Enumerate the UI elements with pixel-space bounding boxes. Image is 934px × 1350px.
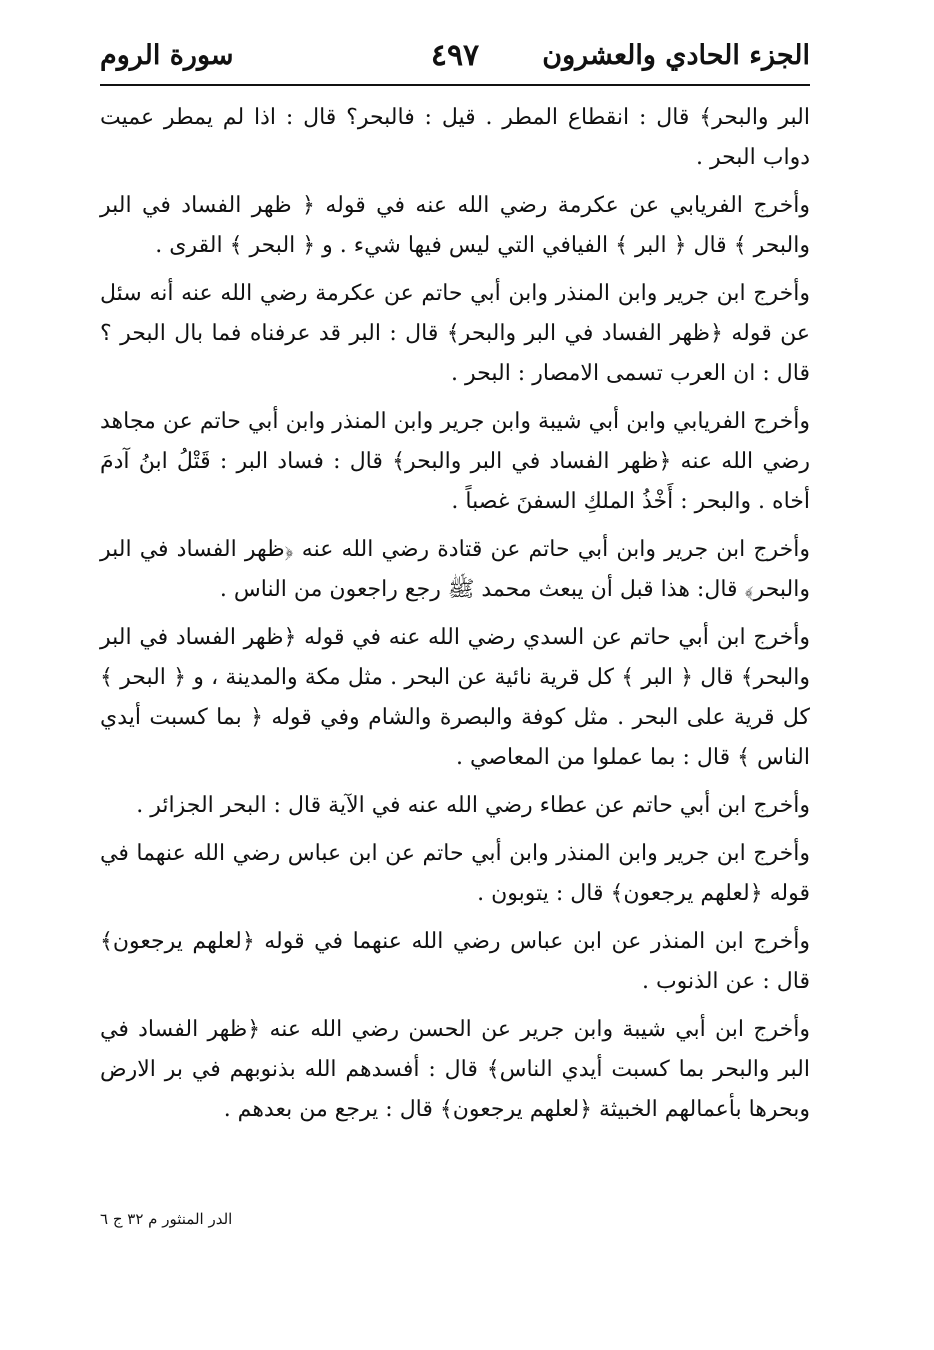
page-footer (100, 1210, 810, 1228)
paragraph: وأخرج ابن أبي شيبة وابن جرير عن الحسن رضي الله عنه ﴿ظهر الفساد في البر والبحر بما كسبت أيدي الناس﴾ قال : أفسدهم الله بذنوبهم في بر الارض وبحرها بأعمالهم الخبيثة ﴿لعلهم يرجعون﴾ قال : يرجع من بعدهم . (100, 1017, 810, 1122)
header-rule (100, 84, 810, 86)
paragraph: وأخرج ابن المنذر عن ابن عباس رضي الله عنهما في قوله ﴿لعلهم يرجعون﴾ قال : عن الذنوب . (100, 929, 810, 994)
main-text (100, 98, 810, 1138)
paragraph: البر والبحر﴾ قال : انقطاع المطر . قيل : فالبحر؟ قال : اذا لم يمطر عميت دواب البحر . (100, 105, 810, 170)
paragraph: وأخرج الفريابي وابن أبي شيبة وابن جرير وابن المنذر وابن أبي حاتم عن مجاهد رضي الله عنه ﴿ظهر الفساد في البر والبحر﴾ قال : فساد البر : قَتْلُ ابنُ آدمَ أخاه . والبحر : أَخْذُ الملكِ السفنَ غصباً . (100, 409, 810, 514)
paragraph: وأخرج ابن جرير وابن أبي حاتم عن قتادة رضي الله عنه ﴿ظهر الفساد في البر والبحر﴾ قال: هذا قبل أن يبعث محمد ﷺ رجع راجعون من الناس . (100, 537, 810, 602)
page-header (100, 30, 810, 80)
paragraph: وأخرج ابن أبي حاتم عن السدي رضي الله عنه في قوله ﴿ظهر الفساد في البر والبحر﴾ قال ﴿ البر ﴾ كل قرية نائية عن البحر . مثل مكة والمدينة ، و ﴿ البحر ﴾ كل قرية على البحر . مثل كوفة والبصرة والشام وفي قوله ﴿ بما كسبت أيدي الناس ﴾ قال : بما عملوا من المعاصي . (100, 625, 810, 770)
paragraph: وأخرج ابن جرير وابن المنذر وابن أبي حاتم عن ابن عباس رضي الله عنهما في قوله ﴿لعلهم يرجعون﴾ قال : يتوبون . (100, 841, 810, 906)
paragraph: وأخرج ابن جرير وابن المنذر وابن أبي حاتم عن عكرمة رضي الله عنه أنه سئل عن قوله ﴿ظهر الفساد في البر والبحر﴾ قال : البر قد عرفناه فما بال البحر ؟ قال : ان العرب تسمى الامصار : البحر . (100, 281, 810, 386)
surah-title: سورة الروم (100, 39, 234, 71)
paragraph: وأخرج الفريابي عن عكرمة رضي الله عنه في قوله ﴿ ظهر الفساد في البر والبحر ﴾ قال ﴿ البر ﴾ الفيافي التي ليس فيها شيء . و ﴿ البحر ﴾ القرى . (100, 193, 810, 258)
page-number: ٤٩٧ (430, 37, 480, 73)
paragraph: وأخرج ابن أبي حاتم عن عطاء رضي الله عنه في الآية قال : البحر الجزائر . (136, 793, 810, 818)
footer-signature: الدر المنثور م ٣٢ ج ٦ (100, 1210, 233, 1228)
part-title: الجزء الحادي والعشرون (542, 39, 810, 71)
